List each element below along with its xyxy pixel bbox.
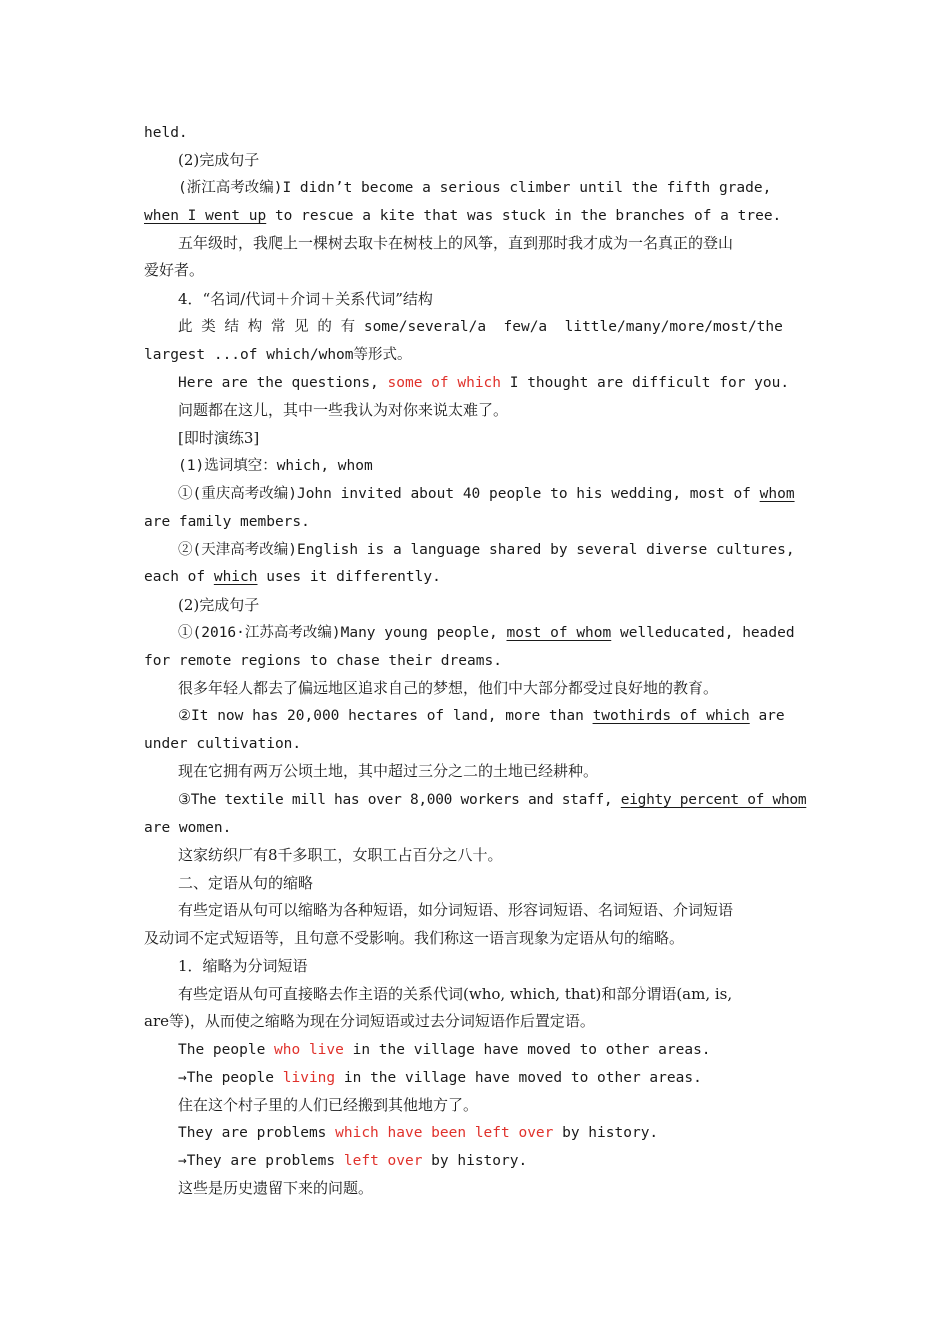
text: 住在这个村子里的人们已经搬到其他地方了。 [178,1096,479,1114]
text-line [144,734,806,754]
text: 很多年轻人都去了偏远地区追求自己的梦想，他们中大部分都受过良好地的教育。 [178,679,719,697]
text: (2)完成句子 [178,596,260,614]
text: are family members. [144,514,310,530]
text-line [178,984,806,1004]
text: 五年级时，我爬上一棵树去取卡在树枝上的风筝，直到那时我才成为一名真正的登山 [178,234,734,252]
text: by history. [422,1153,528,1169]
text: They are problems [178,1125,336,1141]
text: for remote regions to chase their dreams. [144,653,502,669]
text-line [144,512,806,532]
section-heading [178,873,806,893]
text: ①(重庆高考改编)John invited about 40 people to his wedding, most of [178,486,760,502]
text: under cultivation. [144,736,302,752]
text-line [178,317,806,337]
section-heading [178,289,806,309]
text: ②(天津高考改编)English is a language shared by several diverse cultures, [178,542,795,558]
text: to rescue a kite that was stuck in the branches of a tree. [266,208,782,224]
text: 有些定语从句可以缩略为各种短语，如分词短语、形容词短语、名词短语、介词短语 [178,901,734,919]
text-line [144,928,806,948]
translation-line [178,1178,806,1198]
highlight: living [282,1070,336,1086]
example-sentence [178,1040,806,1060]
answer-blank: eighty percent of whom [620,792,807,808]
text-line [178,456,806,476]
text: each of [144,569,214,585]
answer-blank: twothirds of which [592,708,750,724]
text: →They are problems [178,1153,344,1169]
translation-line [178,233,806,253]
answer-blank: whom [759,486,795,502]
text: 现在它拥有两万公顷土地，其中超过三分之二的土地已经耕种。 [178,762,599,780]
text-line [178,706,806,726]
example-sentence [178,1123,806,1143]
example-sentence [178,373,806,393]
translation-line [178,678,806,698]
answer-blank: which [213,569,258,585]
text: 及动词不定式短语等，且句意不受影响。我们称这一语言现象为定语从句的缩略。 [144,929,685,947]
text: 二、定语从句的缩略 [178,874,314,892]
text: by history. [553,1125,659,1141]
text: are [749,708,785,724]
text-line [144,1011,806,1031]
text: ②It now has 20,000 hectares of land, more than [178,708,593,724]
text-line [178,790,806,810]
translation-line [178,761,806,781]
text-line [178,900,806,920]
text: 1．缩略为分词短语 [178,957,308,975]
text-line [144,567,806,587]
text-line [178,178,806,198]
text: in the village have moved to other areas. [343,1042,711,1058]
text: ①(2016·江苏高考改编)Many young people, [178,625,507,641]
text: 有些定语从句可直接略去作主语的关系代词(who, which, that)和部分谓语(am, is, [178,985,733,1003]
text-line [178,484,806,504]
highlight: some of which [387,375,502,391]
text-line [144,123,806,143]
text: welleducated, headed [611,625,795,641]
text: 问题都在这儿，其中一些我认为对你来说太难了。 [178,401,509,419]
exercise-heading [178,428,806,448]
translation-line [178,1095,806,1115]
text: 此 类 结 构 常 见 的 有 some/several/a few/a little/many/more/most/the [178,319,783,335]
highlight: which have been left over [335,1125,554,1141]
translation-line [178,400,806,420]
text: uses it differently. [257,569,441,585]
example-sentence [178,1068,806,1088]
text: The people [178,1042,275,1058]
text: I thought are difficult for you. [501,375,790,391]
subheading [178,595,806,615]
text: 4．“名词/代词＋介词＋关系代词”结构 [178,290,433,308]
highlight: left over [343,1153,423,1169]
highlight: who live [274,1042,344,1058]
text-line [178,540,806,560]
text: 这些是历史遗留下来的问题。 [178,1179,374,1197]
text: 这家纺织厂有8千多职工，女职工占百分之八十。 [178,846,503,864]
text: Here are the questions, [178,375,388,391]
text: largest ...of which/whom等形式。 [144,347,412,363]
text: (2)完成句子 [178,151,260,169]
text-line [144,345,806,365]
text: →The people [178,1070,283,1086]
subheading [178,150,806,170]
text: [即时演练3] [178,429,260,447]
text: are等)，从而使之缩略为现在分词短语或过去分词短语作后置定语。 [144,1012,595,1030]
text-line [144,206,806,226]
text-line [144,651,806,671]
text: (1)选词填空：which, whom [178,458,373,474]
answer-blank: most of whom [506,625,612,641]
text-line [178,623,806,643]
text: held. [144,125,188,141]
translation-line [178,845,806,865]
text: ③The textile mill has over 8,000 workers and staff, [178,792,621,808]
text: (浙江高考改编)I didn’t become a serious climber until the fifth grade, [178,180,772,196]
text: 爱好者。 [144,261,205,279]
example-sentence [178,1151,806,1171]
text: are women. [144,820,232,836]
subheading [178,956,806,976]
answer-blank: when I went up [144,208,267,224]
text-line [144,818,806,838]
text: in the village have moved to other areas. [335,1070,702,1086]
translation-line [144,260,806,280]
